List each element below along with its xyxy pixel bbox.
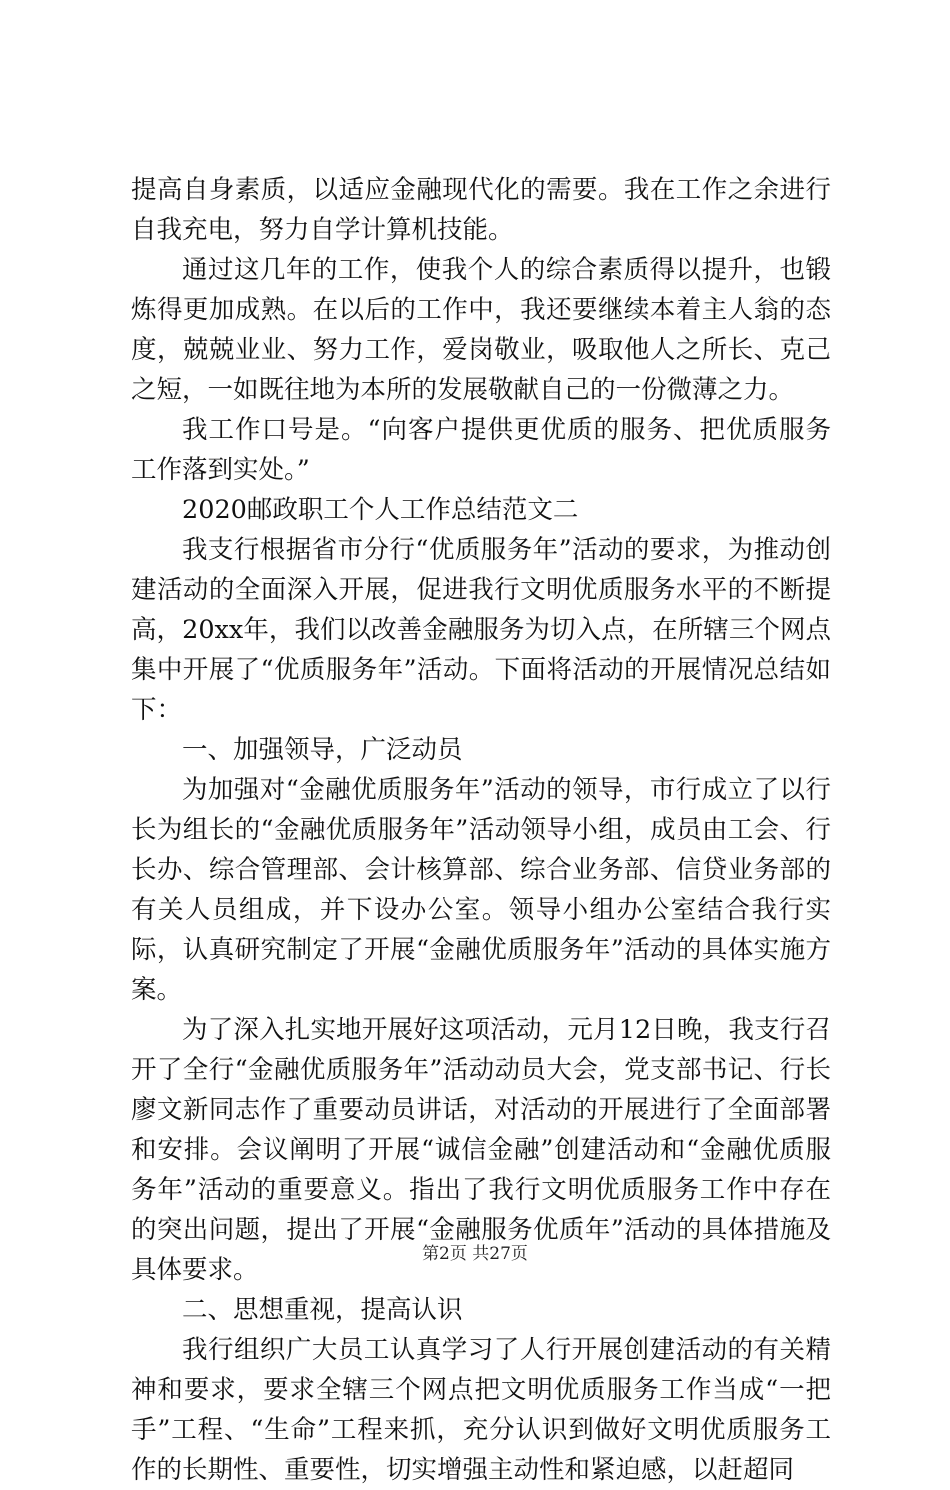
paragraph: 通过这几年的工作，使我个人的综合素质得以提升，也锻炼得更加成熟。在以后的工作中，我还要继续本着主人翁的态度，兢兢业业、努力工作，爱岗敬业，吸取他人之所长、克己之短，一如既往地为本所的发展敬献自己的一份微薄之力。 (131, 255, 831, 405)
document-body (131, 170, 831, 1490)
paragraph: 我行组织广大员工认真学习了人行开展创建活动的有关精神和要求，要求全辖三个网点把文明优质服务工作当成“一把手”工程、“生命”工程来抓，充分认识到做好文明优质服务工作的长期性、重要性，切实增强主动性和紧迫感，以赶超同 (131, 1335, 831, 1485)
paragraph: 我支行根据省市分行“优质服务年”活动的要求，为推动创建活动的全面深入开展，促进我行文明优质服务水平的不断提高，20xx年，我们以改善金融服务为切入点，在所辖三个网点集中开展了“优质服务年”活动。下面将活动的开展情况总结如下： (131, 535, 831, 725)
page-footer: 第2页 共27页 (422, 1244, 528, 1264)
heading-1: 一、加强领导，广泛动员 (182, 735, 463, 765)
paragraph: 为加强对“金融优质服务年”活动的领导，市行成立了以行长为组长的“金融优质服务年”活动领导小组，成员由工会、行长办、综合管理部、会计核算部、综合业务部、信贷业务部的有关人员组成，并下设办公室。领导小组办公室结合我行实际，认真研究制定了开展“金融优质服务年”活动的具体实施方案。 (131, 775, 831, 1005)
paragraph-continued: 提高自身素质，以适应金融现代化的需要。我在工作之余进行自我充电，努力自学计算机技能。 (131, 175, 831, 245)
section-title: 2020邮政职工个人工作总结范文二 (182, 495, 579, 525)
paragraph: 为了深入扎实地开展好这项活动，元月12日晚，我支行召开了全行“金融优质服务年”活动动员大会，党支部书记、行长廖文新同志作了重要动员讲话，对活动的开展进行了全面部署和安排。会议阐明了开展“诚信金融”创建活动和“金融优质服务年”活动的重要意义。指出了我行文明优质服务工作中存在的突出问题，提出了开展“金融服务优质年”活动的具体措施及具体要求。 (131, 1015, 831, 1285)
paragraph-slogan: 我工作口号是。“向客户提供更优质的服务、把优质服务工作落到实处。” (131, 415, 831, 485)
heading-2: 二、思想重视，提高认识 (182, 1295, 463, 1325)
